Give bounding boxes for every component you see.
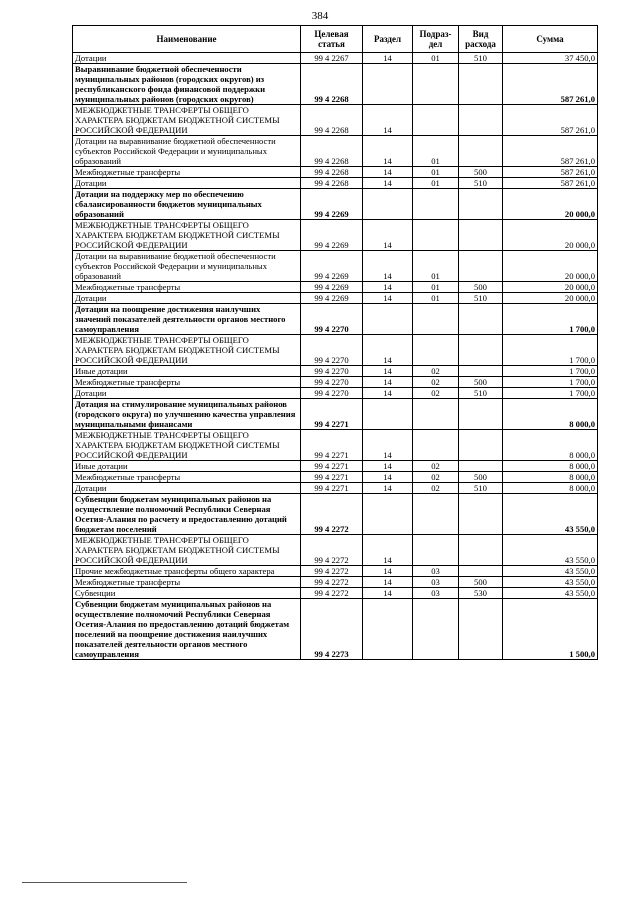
row-section-cell: 14 xyxy=(363,430,413,461)
row-type-cell xyxy=(459,599,503,660)
row-section-cell xyxy=(363,304,413,335)
row-code-cell: 99 4 2271 xyxy=(301,472,363,483)
row-sum-cell: 8 000,0 xyxy=(503,430,598,461)
row-type-cell xyxy=(459,430,503,461)
row-code-cell: 99 4 2270 xyxy=(301,366,363,377)
row-section-cell: 14 xyxy=(363,388,413,399)
row-subsection-cell: 01 xyxy=(413,53,459,64)
row-section-cell: 14 xyxy=(363,293,413,304)
row-section-cell: 14 xyxy=(363,577,413,588)
row-type-cell: 500 xyxy=(459,377,503,388)
table-row xyxy=(73,293,598,304)
row-section-cell: 14 xyxy=(363,472,413,483)
row-type-cell xyxy=(459,105,503,136)
row-name-cell: Субвенции бюджетам муниципальных районов на осуществление полномочий Республики Северная Осетия-Алания по расчету и предоставлению дотаций бюджетам поселений xyxy=(73,494,301,535)
row-sum-cell: 43 550,0 xyxy=(503,588,598,599)
header-section: Раздел xyxy=(363,26,413,53)
row-sum-cell: 8 000,0 xyxy=(503,483,598,494)
row-section-cell xyxy=(363,599,413,660)
row-section-cell: 14 xyxy=(363,335,413,366)
row-section-cell: 14 xyxy=(363,251,413,282)
row-code-cell: 99 4 2268 xyxy=(301,64,363,105)
header-type: Вид расхода xyxy=(459,26,503,53)
row-subsection-cell xyxy=(413,599,459,660)
row-name-cell: Дотации xyxy=(73,53,301,64)
row-subsection-cell: 02 xyxy=(413,388,459,399)
row-subsection-cell: 01 xyxy=(413,251,459,282)
row-sum-cell: 8 000,0 xyxy=(503,461,598,472)
row-type-cell: 530 xyxy=(459,588,503,599)
table-row xyxy=(73,461,598,472)
row-subsection-cell: 01 xyxy=(413,282,459,293)
row-section-cell: 14 xyxy=(363,53,413,64)
row-name-cell: Дотации на выравнивание бюджетной обеспеченности субъектов Российской Федерации и муниципальных образований xyxy=(73,251,301,282)
row-sum-cell: 20 000,0 xyxy=(503,282,598,293)
row-section-cell xyxy=(363,399,413,430)
row-sum-cell: 43 550,0 xyxy=(503,494,598,535)
row-type-cell: 500 xyxy=(459,282,503,293)
row-subsection-cell: 02 xyxy=(413,366,459,377)
row-code-cell: 99 4 2272 xyxy=(301,566,363,577)
table-row xyxy=(73,388,598,399)
row-subsection-cell xyxy=(413,64,459,105)
row-sum-cell: 587 261,0 xyxy=(503,64,598,105)
row-subsection-cell xyxy=(413,189,459,220)
row-type-cell xyxy=(459,136,503,167)
row-code-cell: 99 4 2272 xyxy=(301,577,363,588)
table-row xyxy=(73,472,598,483)
row-section-cell: 14 xyxy=(363,220,413,251)
table-row xyxy=(73,366,598,377)
header-sum: Сумма xyxy=(503,26,598,53)
table-row xyxy=(73,220,598,251)
table-row xyxy=(73,588,598,599)
row-code-cell: 99 4 2268 xyxy=(301,105,363,136)
table-row xyxy=(73,178,598,189)
row-type-cell: 500 xyxy=(459,577,503,588)
row-section-cell: 14 xyxy=(363,167,413,178)
row-section-cell: 14 xyxy=(363,535,413,566)
row-subsection-cell: 01 xyxy=(413,167,459,178)
row-code-cell: 99 4 2272 xyxy=(301,535,363,566)
row-sum-cell: 20 000,0 xyxy=(503,220,598,251)
row-sum-cell: 587 261,0 xyxy=(503,178,598,189)
table-row xyxy=(73,599,598,660)
row-code-cell: 99 4 2269 xyxy=(301,293,363,304)
row-section-cell xyxy=(363,189,413,220)
row-name-cell: Выравнивание бюджетной обеспеченности муниципальных районов (городских округов) из республиканского фонда финансовой поддержки муниципальных районов (городских округов) xyxy=(73,64,301,105)
row-sum-cell: 1 700,0 xyxy=(503,304,598,335)
row-section-cell: 14 xyxy=(363,483,413,494)
row-sum-cell: 20 000,0 xyxy=(503,251,598,282)
row-type-cell: 500 xyxy=(459,167,503,178)
row-code-cell: 99 4 2269 xyxy=(301,189,363,220)
row-name-cell: Дотации на выравнивание бюджетной обеспеченности субъектов Российской Федерации и муниципальных образований xyxy=(73,136,301,167)
table-row xyxy=(73,167,598,178)
row-type-cell xyxy=(459,566,503,577)
row-subsection-cell: 01 xyxy=(413,293,459,304)
row-section-cell: 14 xyxy=(363,282,413,293)
row-type-cell xyxy=(459,189,503,220)
row-sum-cell: 1 700,0 xyxy=(503,335,598,366)
row-name-cell: Дотации на поощрение достижения наилучших значений показателей деятельности органов местного самоуправления xyxy=(73,304,301,335)
row-sum-cell: 43 550,0 xyxy=(503,577,598,588)
row-type-cell: 510 xyxy=(459,53,503,64)
row-sum-cell: 1 700,0 xyxy=(503,366,598,377)
row-sum-cell: 20 000,0 xyxy=(503,189,598,220)
row-subsection-cell: 02 xyxy=(413,472,459,483)
row-code-cell: 99 4 2269 xyxy=(301,220,363,251)
row-name-cell: Дотация на стимулирование муниципальных районов (городского округа) по улучшению качества управления муниципальными финансами xyxy=(73,399,301,430)
row-type-cell xyxy=(459,399,503,430)
row-sum-cell: 43 550,0 xyxy=(503,535,598,566)
row-section-cell: 14 xyxy=(363,588,413,599)
row-sum-cell: 1 700,0 xyxy=(503,388,598,399)
row-code-cell: 99 4 2270 xyxy=(301,388,363,399)
row-subsection-cell xyxy=(413,304,459,335)
row-name-cell: Межбюджетные трансферты xyxy=(73,577,301,588)
row-code-cell: 99 4 2267 xyxy=(301,53,363,64)
row-section-cell: 14 xyxy=(363,461,413,472)
row-name-cell: Иные дотации xyxy=(73,461,301,472)
row-name-cell: Межбюджетные трансферты xyxy=(73,282,301,293)
table-row xyxy=(73,483,598,494)
row-subsection-cell xyxy=(413,494,459,535)
row-code-cell: 99 4 2271 xyxy=(301,461,363,472)
row-subsection-cell: 01 xyxy=(413,178,459,189)
row-name-cell: Субвенции xyxy=(73,588,301,599)
row-sum-cell: 1 500,0 xyxy=(503,599,598,660)
row-section-cell: 14 xyxy=(363,178,413,189)
row-subsection-cell: 01 xyxy=(413,136,459,167)
row-subsection-cell: 03 xyxy=(413,577,459,588)
footer-rule xyxy=(22,882,187,883)
row-subsection-cell: 03 xyxy=(413,566,459,577)
row-name-cell: МЕЖБЮДЖЕТНЫЕ ТРАНСФЕРТЫ ОБЩЕГО ХАРАКТЕРА БЮДЖЕТАМ БЮДЖЕТНОЙ СИСТЕМЫ РОССИЙСКОЙ ФЕДЕРАЦИИ xyxy=(73,535,301,566)
row-type-cell xyxy=(459,64,503,105)
row-code-cell: 99 4 2269 xyxy=(301,282,363,293)
row-sum-cell: 587 261,0 xyxy=(503,136,598,167)
row-subsection-cell xyxy=(413,430,459,461)
row-section-cell: 14 xyxy=(363,377,413,388)
row-type-cell xyxy=(459,366,503,377)
row-code-cell: 99 4 2271 xyxy=(301,399,363,430)
row-sum-cell: 587 261,0 xyxy=(503,167,598,178)
row-type-cell xyxy=(459,494,503,535)
row-type-cell xyxy=(459,251,503,282)
row-sum-cell: 20 000,0 xyxy=(503,293,598,304)
row-subsection-cell xyxy=(413,399,459,430)
table-row xyxy=(73,335,598,366)
table-header-row xyxy=(73,26,598,53)
table-row xyxy=(73,377,598,388)
table-row xyxy=(73,535,598,566)
table-row xyxy=(73,105,598,136)
row-name-cell: Межбюджетные трансферты xyxy=(73,167,301,178)
row-sum-cell: 43 550,0 xyxy=(503,566,598,577)
page-number: 384 xyxy=(311,10,329,22)
row-subsection-cell: 02 xyxy=(413,461,459,472)
row-sum-cell: 37 450,0 xyxy=(503,53,598,64)
row-code-cell: 99 4 2268 xyxy=(301,136,363,167)
row-name-cell: МЕЖБЮДЖЕТНЫЕ ТРАНСФЕРТЫ ОБЩЕГО ХАРАКТЕРА БЮДЖЕТАМ БЮДЖЕТНОЙ СИСТЕМЫ РОССИЙСКОЙ ФЕДЕРАЦИИ xyxy=(73,430,301,461)
row-name-cell: МЕЖБЮДЖЕТНЫЕ ТРАНСФЕРТЫ ОБЩЕГО ХАРАКТЕРА БЮДЖЕТАМ БЮДЖЕТНОЙ СИСТЕМЫ РОССИЙСКОЙ ФЕДЕРАЦИИ xyxy=(73,220,301,251)
row-subsection-cell xyxy=(413,220,459,251)
row-subsection-cell xyxy=(413,335,459,366)
row-type-cell xyxy=(459,461,503,472)
row-sum-cell: 587 261,0 xyxy=(503,105,598,136)
table-row xyxy=(73,53,598,64)
row-code-cell: 99 4 2273 xyxy=(301,599,363,660)
row-type-cell xyxy=(459,304,503,335)
row-name-cell: Дотации xyxy=(73,178,301,189)
row-section-cell: 14 xyxy=(363,136,413,167)
row-code-cell: 99 4 2270 xyxy=(301,377,363,388)
row-code-cell: 99 4 2270 xyxy=(301,335,363,366)
row-subsection-cell: 02 xyxy=(413,483,459,494)
row-type-cell: 510 xyxy=(459,293,503,304)
row-type-cell xyxy=(459,535,503,566)
row-name-cell: Дотации xyxy=(73,388,301,399)
row-sum-cell: 8 000,0 xyxy=(503,472,598,483)
table-row xyxy=(73,64,598,105)
budget-table xyxy=(72,25,598,660)
table-row xyxy=(73,282,598,293)
row-type-cell: 510 xyxy=(459,388,503,399)
row-name-cell: Межбюджетные трансферты xyxy=(73,472,301,483)
table-row xyxy=(73,304,598,335)
table-row xyxy=(73,136,598,167)
row-name-cell: Межбюджетные трансферты xyxy=(73,377,301,388)
header-subsection: Подраз- дел xyxy=(413,26,459,53)
row-name-cell: Дотации xyxy=(73,293,301,304)
table-row xyxy=(73,430,598,461)
row-section-cell: 14 xyxy=(363,566,413,577)
row-section-cell: 14 xyxy=(363,105,413,136)
row-name-cell: МЕЖБЮДЖЕТНЫЕ ТРАНСФЕРТЫ ОБЩЕГО ХАРАКТЕРА БЮДЖЕТАМ БЮДЖЕТНОЙ СИСТЕМЫ РОССИЙСКОЙ ФЕДЕРАЦИИ xyxy=(73,105,301,136)
row-type-cell xyxy=(459,335,503,366)
row-section-cell xyxy=(363,494,413,535)
row-code-cell: 99 4 2270 xyxy=(301,304,363,335)
row-code-cell: 99 4 2268 xyxy=(301,167,363,178)
table-row xyxy=(73,566,598,577)
table-row xyxy=(73,251,598,282)
row-code-cell: 99 4 2272 xyxy=(301,494,363,535)
row-type-cell: 510 xyxy=(459,178,503,189)
table-row xyxy=(73,494,598,535)
row-name-cell: Субвенции бюджетам муниципальных районов на осуществление полномочий Республики Северная Осетия-Алания по предоставлению дотаций бюджетам поселений на поощрение достижения наилучших показателей деятельности органов местного самоуправления xyxy=(73,599,301,660)
header-code: Целевая статья xyxy=(301,26,363,53)
row-subsection-cell xyxy=(413,535,459,566)
row-name-cell: Прочие межбюджетные трансферты общего характера xyxy=(73,566,301,577)
row-name-cell: Дотации на поддержку мер по обеспечению сбалансированности бюджетов муниципальных образований xyxy=(73,189,301,220)
row-type-cell xyxy=(459,220,503,251)
row-type-cell: 500 xyxy=(459,472,503,483)
table-row xyxy=(73,577,598,588)
row-sum-cell: 1 700,0 xyxy=(503,377,598,388)
row-sum-cell: 8 000,0 xyxy=(503,399,598,430)
row-name-cell: Иные дотации xyxy=(73,366,301,377)
row-type-cell: 510 xyxy=(459,483,503,494)
row-name-cell: МЕЖБЮДЖЕТНЫЕ ТРАНСФЕРТЫ ОБЩЕГО ХАРАКТЕРА БЮДЖЕТАМ БЮДЖЕТНОЙ СИСТЕМЫ РОССИЙСКОЙ ФЕДЕРАЦИИ xyxy=(73,335,301,366)
row-code-cell: 99 4 2268 xyxy=(301,178,363,189)
row-subsection-cell: 03 xyxy=(413,588,459,599)
row-code-cell: 99 4 2269 xyxy=(301,251,363,282)
header-name: Наименование xyxy=(73,26,301,53)
row-code-cell: 99 4 2271 xyxy=(301,430,363,461)
row-name-cell: Дотации xyxy=(73,483,301,494)
table-row xyxy=(73,399,598,430)
table-row xyxy=(73,189,598,220)
row-section-cell xyxy=(363,64,413,105)
row-subsection-cell: 02 xyxy=(413,377,459,388)
row-subsection-cell xyxy=(413,105,459,136)
row-code-cell: 99 4 2272 xyxy=(301,588,363,599)
row-code-cell: 99 4 2271 xyxy=(301,483,363,494)
table-body xyxy=(73,53,598,660)
row-section-cell: 14 xyxy=(363,366,413,377)
